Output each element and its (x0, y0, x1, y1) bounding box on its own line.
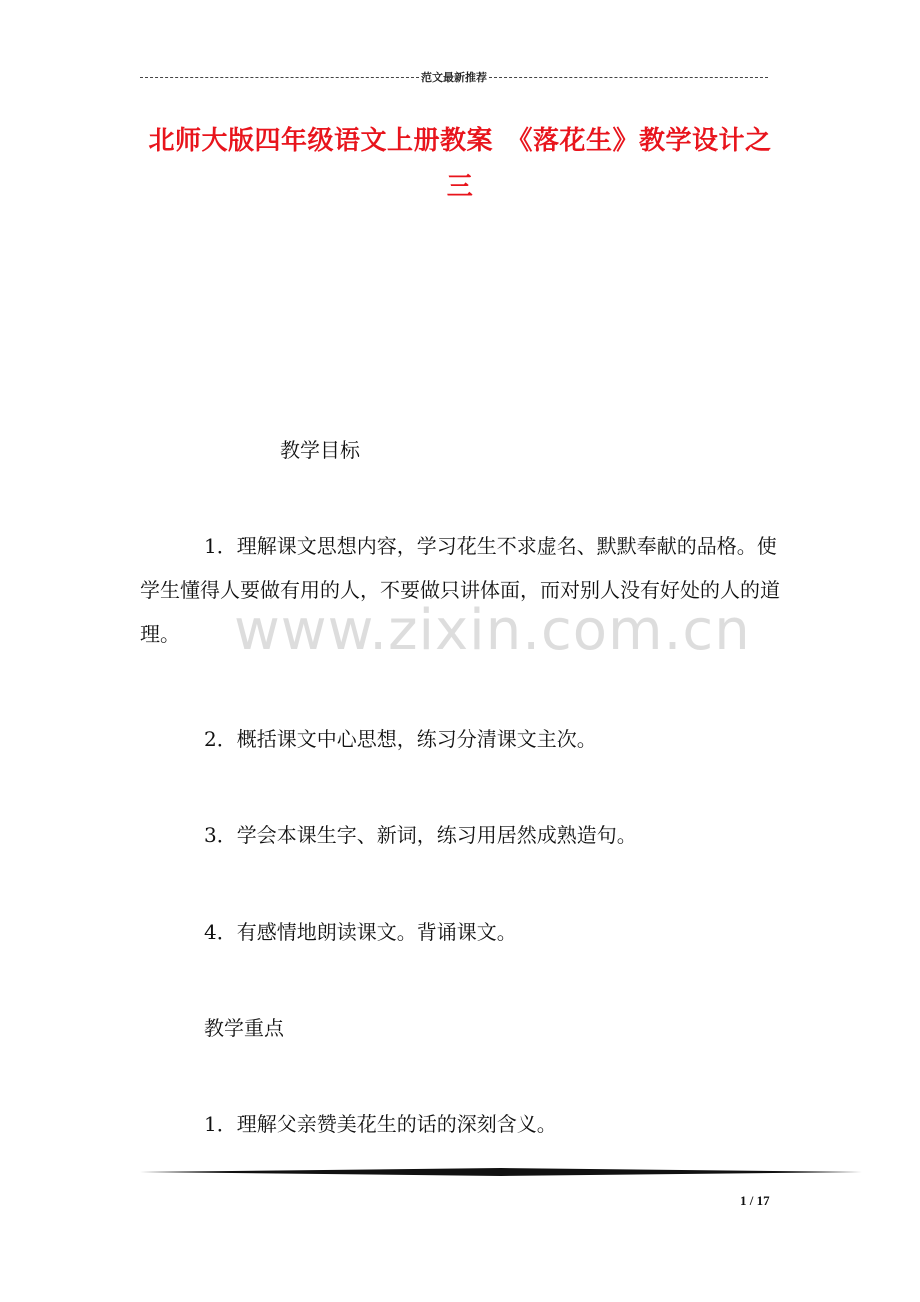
key-point-item-1: 1．理解父亲赞美花生的话的深刻含义。 (204, 1112, 557, 1136)
section-heading-key-points: 教学重点 (204, 1016, 284, 1040)
objective-item-2: 2．概括课文中心思想，练习分清课文主次。 (204, 727, 597, 751)
objective-item-1: 1．理解课文思想内容，学习花生不求虚名、默默奉献的品格。使学生懂得人要做有用的人，不要做只讲体面，而对别人没有好处的人的道理。 (140, 534, 780, 646)
header-dash-left (140, 77, 419, 78)
objective-item-4: 4．有感情地朗读课文。背诵课文。 (204, 920, 517, 944)
header-dash-right (489, 77, 768, 78)
watermark: www.zixin.com.cn (234, 598, 751, 663)
page-header (140, 68, 768, 86)
document-title: 北师大版四年级语文上册教案 《落花生》教学设计之三 (148, 126, 772, 202)
section-heading-objectives: 教学目标 (280, 438, 360, 462)
header-label: 范文最新推荐 (421, 71, 487, 84)
footer-rule (140, 1168, 862, 1176)
objective-item-3: 3．学会本课生字、新词，练习用居然成熟造句。 (204, 823, 637, 847)
page-number: 1 / 17 (740, 1193, 770, 1208)
